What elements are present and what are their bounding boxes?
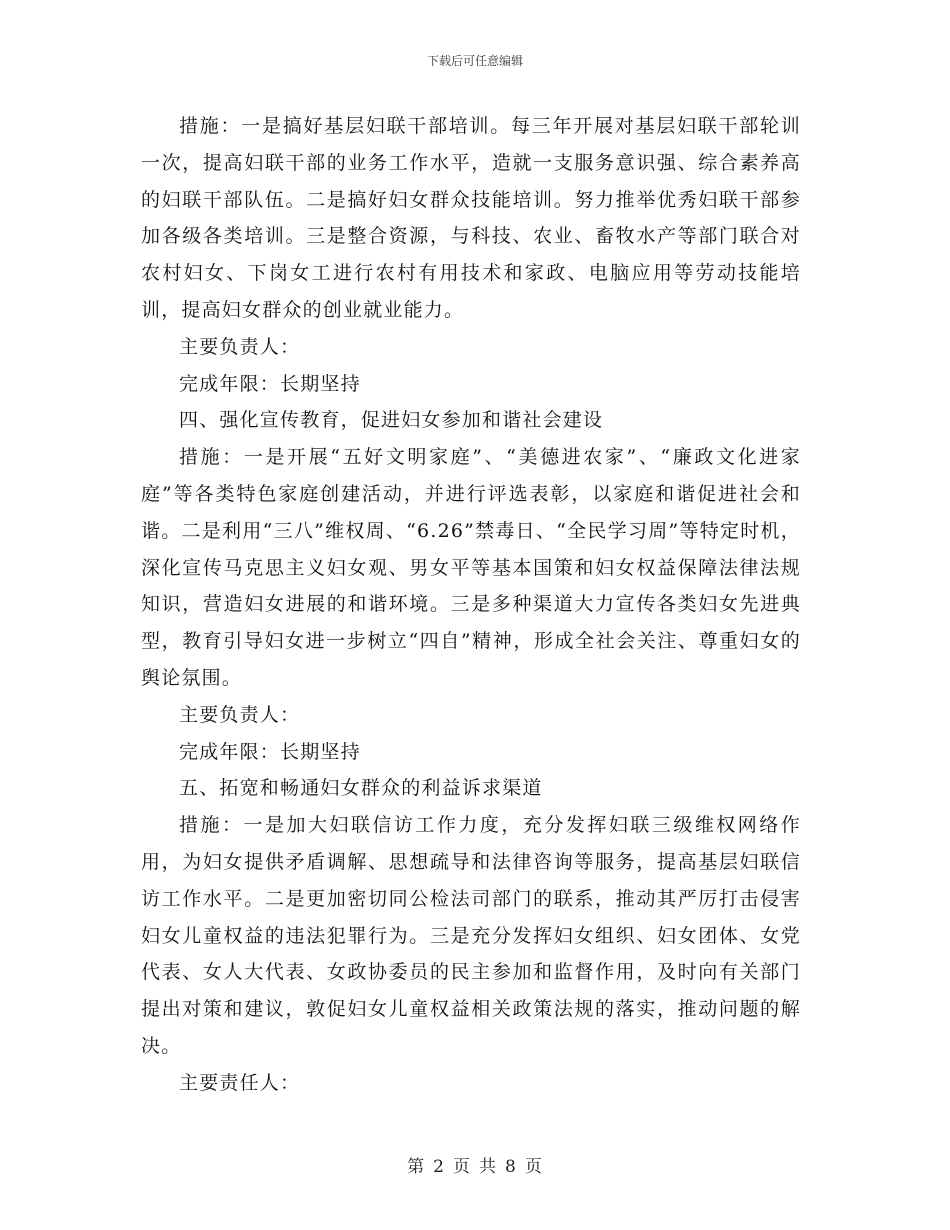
paragraph-responsible-person: 主要负责人： xyxy=(179,703,301,726)
paragraph-measures-petition: 措施：一是加大妇联信访工作力度，充分发挥妇联三级维权网络作用，为妇女提供矛盾调解、思想疏导和法律咨询等服务，提高基层妇联信访工作水平。二是更加密切同公检法司部门的联系，推动其严厉打击侵害妇女儿童权益的违法犯罪行为。三是充分发挥妇女组织、妇女团体、女党代表、女人大代表、女政协委员的民主参加和监督作用，及时向有关部门提出对策和建议，敦促妇女儿童权益相关政策法规的落实，推动问题的解决。 xyxy=(141,814,801,1057)
footer-page-label: 页 xyxy=(453,1157,471,1177)
section-heading-four: 四、强化宣传教育，促进妇女参加和谐社会建设 xyxy=(179,409,604,432)
footer-suffix: 页 xyxy=(524,1157,543,1177)
paragraph-responsible-person: 主要负责人： xyxy=(179,335,301,358)
section-heading-five: 五、拓宽和畅通妇女群众的利益诉求渠道 xyxy=(179,777,543,800)
paragraph-deadline: 完成年限：长期坚持 xyxy=(179,740,361,763)
paragraph-deadline: 完成年限：长期坚持 xyxy=(179,372,361,395)
paragraph-measures-training: 措施：一是搞好基层妇联干部培训。每三年开展对基层妇联干部轮训一次，提高妇联干部的业务工作水平，造就一支服务意识强、综合素养高的妇联干部队伍。二是搞好妇女群众技能培训。努力推举优秀妇联干部参加各级各类培训。三是整合资源，与科技、农业、畜牧水产等部门联合对农村妇女、下岗女工进行农村有用技术和家政、电脑应用等劳动技能培训，提高妇女群众的创业就业能力。 xyxy=(141,115,801,321)
page-number: 2 xyxy=(433,1157,445,1177)
footer-prefix: 第 xyxy=(407,1157,426,1177)
page-footer xyxy=(0,1152,950,1177)
footer-total-label: 共 xyxy=(479,1157,497,1177)
paragraph-measures-publicity: 措施：一是开展“五好文明家庭”、“美德进农家”、“廉政文化进家庭”等各类特色家庭创建活动，并进行评选表彰，以家庭和谐促进社会和谐。二是利用“三八”维权周、“6.26”禁毒日、“全民学习周”等特定时机，深化宣传马克思主义妇女观、男女平等基本国策和妇女权益保障法律法规知识，营造妇女进展的和谐环境。三是多种渠道大力宣传各类妇女先进典型，教育引导妇女进一步树立“四自”精神，形成全社会关注、尊重妇女的舆论氛围。 xyxy=(141,446,801,689)
paragraph-responsible-person: 主要责任人： xyxy=(179,1071,301,1094)
page-header: 下载后可任意编辑 xyxy=(426,54,523,68)
document-body xyxy=(141,108,801,1102)
total-pages: 8 xyxy=(505,1157,517,1177)
